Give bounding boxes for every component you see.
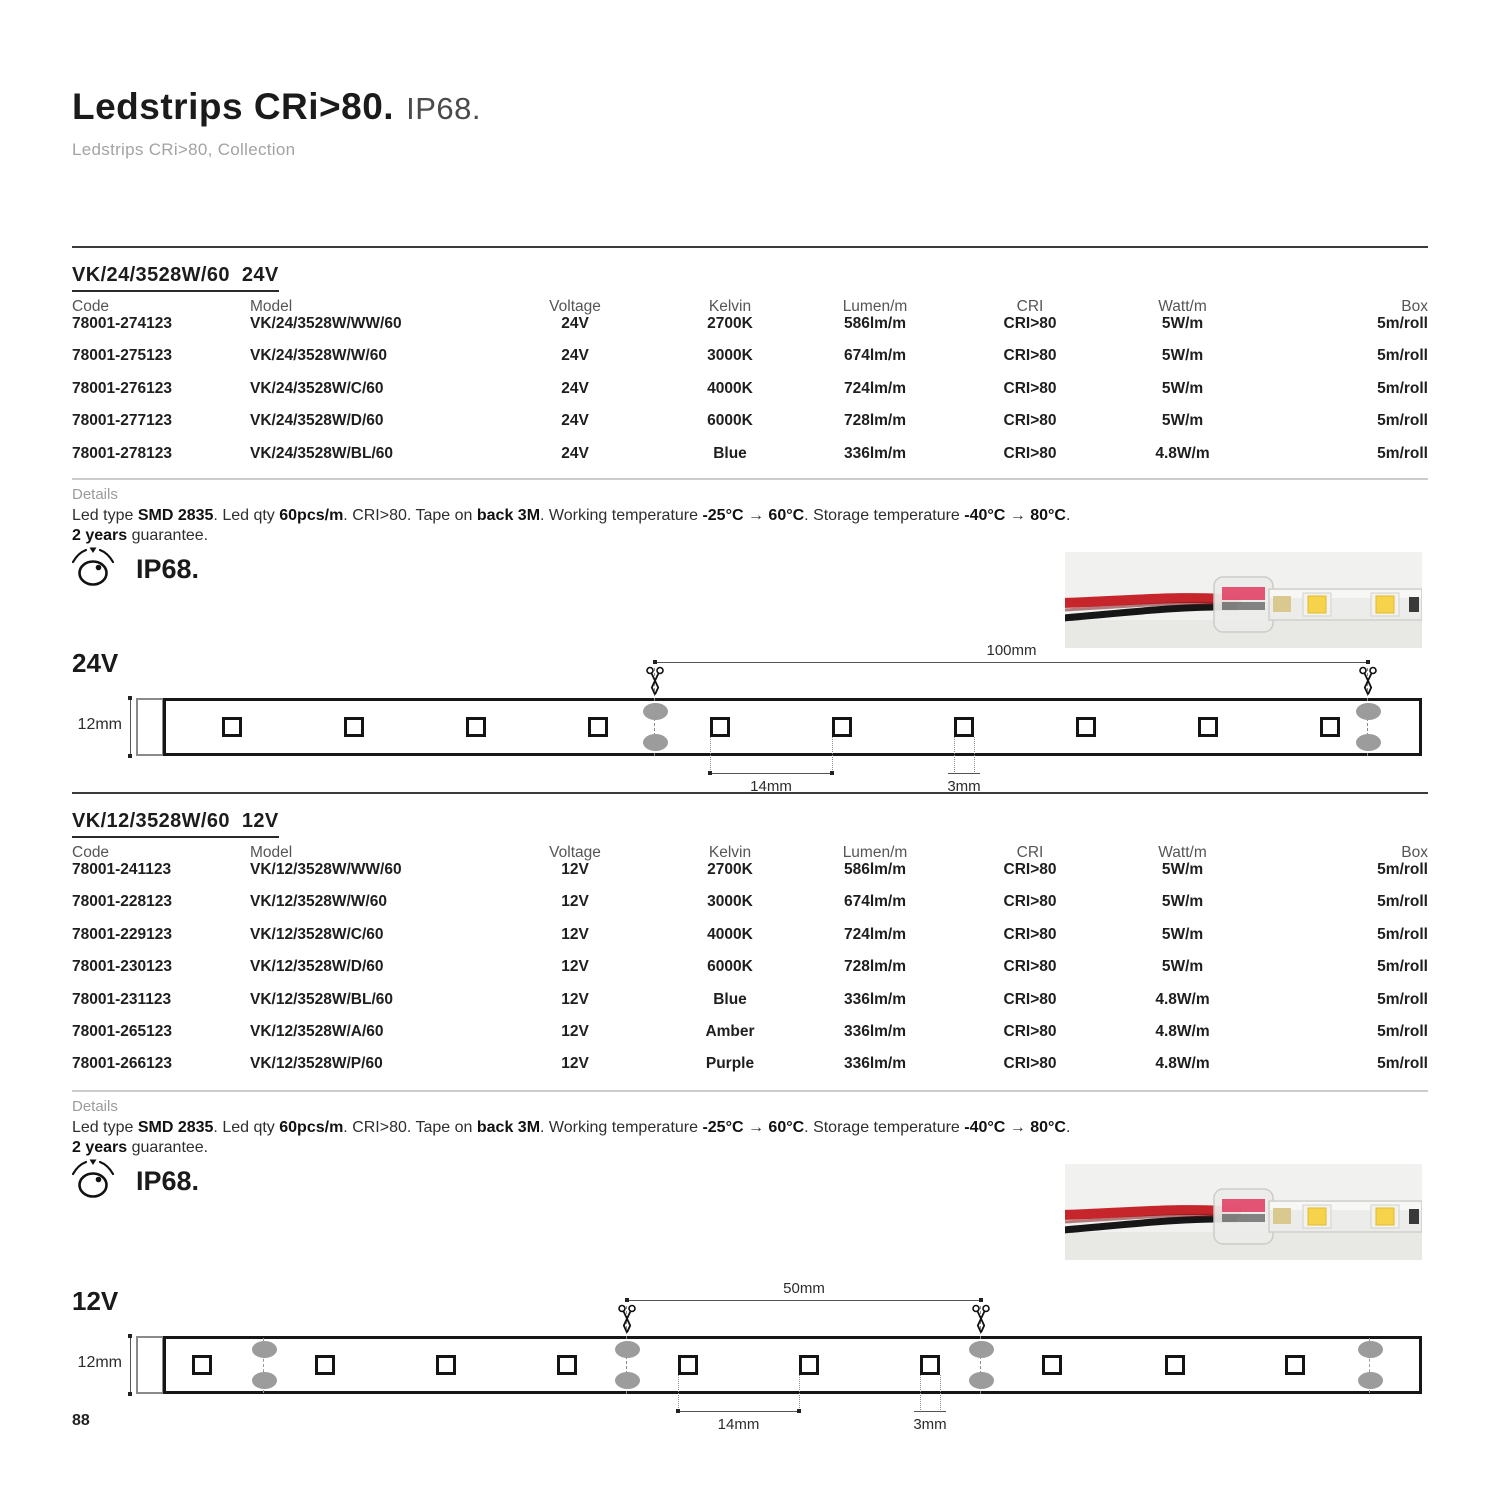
column-header: CRI	[1016, 844, 1044, 861]
table-cell: 5W/m	[1161, 379, 1204, 397]
table-cell: 5m/roll	[1377, 315, 1428, 332]
led-chip	[557, 1355, 577, 1375]
column-header: Lumen/m	[842, 298, 908, 315]
column-header: Model	[250, 844, 293, 861]
table-cell: 728lm/m	[843, 958, 907, 976]
product-section-12v	[0, 792, 1500, 1460]
table-cell: 336lm/m	[843, 990, 907, 1008]
column-header: Kelvin	[708, 298, 752, 315]
led-chip	[192, 1355, 212, 1375]
table-cell: 78001-229123	[72, 925, 172, 943]
details-text: . Working temperature	[540, 507, 703, 524]
scissors-icon	[970, 1304, 992, 1334]
column-header: CRI	[1016, 298, 1044, 315]
details-text: →	[1005, 1119, 1031, 1136]
table-cell: 4.8W/m	[1155, 1022, 1210, 1040]
table-cell: 5W/m	[1161, 347, 1204, 365]
table-title: VK/24/3528W/60 24V	[72, 264, 279, 292]
table-cell: 78001-228123	[72, 893, 172, 911]
table-cell: 4000K	[707, 925, 753, 943]
column-header: Model	[250, 298, 293, 315]
width-guide-line	[974, 737, 975, 774]
table-cell: 5m/roll	[1377, 347, 1428, 365]
details-line-1	[72, 1118, 1272, 1138]
column-header: Voltage	[549, 844, 601, 861]
table-cell: 4.8W/m	[1155, 1055, 1210, 1073]
table-cell: 24V	[561, 444, 589, 462]
led-strip-photo-art	[1065, 552, 1422, 648]
table-cell: 78001-276123	[72, 379, 172, 397]
details-text: .	[1065, 507, 1071, 524]
table-cell: 4000K	[707, 379, 753, 397]
waterproof-icon	[70, 546, 116, 593]
table-cell: 78001-231123	[72, 990, 172, 1008]
table-cell: 78001-241123	[72, 861, 172, 878]
cut-span-label: 50mm	[783, 1280, 825, 1297]
height-label: 12mm	[77, 1354, 122, 1371]
details-text: . Storage temperature	[804, 1119, 965, 1136]
details-text: guarantee.	[127, 527, 209, 544]
table-cell: 5W/m	[1161, 893, 1204, 911]
table-cell: 586lm/m	[843, 861, 907, 878]
table-cell: 78001-266123	[72, 1055, 172, 1073]
solder-pad	[643, 703, 668, 720]
table-row	[72, 347, 1428, 379]
table-cell: CRI>80	[1003, 315, 1057, 332]
pitch-label: 14mm	[717, 1416, 760, 1433]
table-cell: CRI>80	[1003, 412, 1057, 430]
table-row	[72, 1023, 1428, 1055]
details-text: . Led qty	[213, 1119, 280, 1136]
led-chip	[588, 717, 608, 737]
product-table	[72, 298, 1428, 477]
solder-pad	[615, 1341, 640, 1358]
product-section-24v	[0, 246, 1500, 795]
ip-rating-row	[70, 1158, 199, 1205]
height-dimension-line	[130, 1336, 131, 1394]
table-row	[72, 445, 1428, 477]
ip-rating-row	[70, 546, 199, 593]
solder-pad	[1358, 1372, 1383, 1389]
page-title	[72, 86, 481, 127]
table-cell: 5W/m	[1161, 861, 1204, 878]
column-header: Code	[72, 844, 110, 861]
table-cell: 78001-275123	[72, 347, 172, 365]
table-cell: 5W/m	[1161, 925, 1204, 943]
table-cell: 724lm/m	[843, 379, 907, 397]
led-chip	[344, 717, 364, 737]
scissors-icon	[616, 1304, 638, 1334]
solder-pad	[969, 1341, 994, 1358]
solder-pad	[1356, 734, 1381, 751]
height-dimension-line	[130, 698, 131, 756]
table-cell: CRI>80	[1003, 958, 1057, 976]
table-cell: VK/24/3528W/W/60	[250, 347, 387, 365]
column-header: Kelvin	[708, 844, 752, 861]
led-chip	[710, 717, 730, 737]
details-bold-text: SMD 2835	[137, 507, 214, 524]
details-bold-text: -25°C	[702, 507, 744, 524]
width-dimension-line	[948, 773, 980, 774]
details-bold-text: 60pcs/m	[279, 1119, 344, 1136]
led-chip	[1320, 717, 1340, 737]
table-cell: 5m/roll	[1377, 444, 1428, 462]
table-row	[72, 1055, 1428, 1087]
table-cell: Amber	[705, 1022, 755, 1040]
led-chip	[799, 1355, 819, 1375]
table-cell: 12V	[561, 990, 589, 1008]
cut-span-label: 100mm	[986, 642, 1037, 659]
table-cell: 4.8W/m	[1155, 444, 1210, 462]
solder-pad	[643, 734, 668, 751]
ip-rating-label: IP68.	[136, 1166, 200, 1196]
page-number: 88	[72, 1412, 90, 1429]
table-cell: 24V	[561, 347, 589, 365]
solder-pad	[252, 1341, 277, 1358]
pitch-guide-line	[799, 1375, 800, 1412]
table-cell: 12V	[561, 861, 589, 878]
details-bold-text: back 3M	[476, 1119, 541, 1136]
table-cell: 674lm/m	[843, 347, 907, 365]
table-cell: CRI>80	[1003, 347, 1057, 365]
table-row	[72, 991, 1428, 1023]
dimension-endpoint	[625, 1298, 629, 1302]
product-photo	[1065, 1164, 1422, 1260]
height-label: 12mm	[77, 716, 122, 733]
scissors-wrap	[1357, 666, 1379, 701]
table-cell: 12V	[561, 1055, 589, 1073]
details-bold-text: -40°C	[964, 1119, 1006, 1136]
table-row	[72, 893, 1428, 925]
details-line-2	[72, 526, 1272, 546]
section-divider	[72, 246, 1428, 248]
table-row	[72, 958, 1428, 990]
table-cell: 12V	[561, 958, 589, 976]
table-cell: Blue	[713, 444, 747, 462]
table-cell: VK/12/3528W/A/60	[250, 1022, 384, 1040]
led-chip	[466, 717, 486, 737]
scissors-wrap	[644, 666, 666, 701]
table-cell: 78001-230123	[72, 958, 172, 976]
table-cell: 24V	[561, 315, 589, 332]
table-cell: 336lm/m	[843, 1055, 907, 1073]
details-text: →	[743, 1119, 769, 1136]
table-cell: 2700K	[707, 861, 753, 878]
table-cell: CRI>80	[1003, 925, 1057, 943]
table-cell: 4.8W/m	[1155, 990, 1210, 1008]
led-chip	[1198, 717, 1218, 737]
solder-pad	[1358, 1341, 1383, 1358]
table-cell: 12V	[561, 1022, 589, 1040]
width-label: 3mm	[913, 1416, 947, 1433]
table-cell: 24V	[561, 412, 589, 430]
led-chip	[222, 717, 242, 737]
details-divider	[72, 1090, 1428, 1092]
details-text: . CRI>80. Tape on	[343, 507, 477, 524]
column-header: Box	[1401, 844, 1428, 861]
table-cell: VK/12/3528W/W/60	[250, 893, 387, 911]
solder-pad	[252, 1372, 277, 1389]
led-chip	[832, 717, 852, 737]
table-header-row	[72, 298, 1428, 315]
details-bold-text: -40°C	[964, 507, 1006, 524]
product-photo	[1065, 552, 1422, 648]
column-header: Watt/m	[1158, 844, 1207, 861]
dimension-endpoint	[676, 1409, 680, 1413]
scissors-icon	[1357, 666, 1379, 696]
column-header: Lumen/m	[842, 844, 908, 861]
table-cell: 728lm/m	[843, 412, 907, 430]
table-cell: 6000K	[707, 412, 753, 430]
table-row	[72, 315, 1428, 347]
table-header-row	[72, 844, 1428, 861]
details-text: →	[743, 507, 769, 524]
table-cell: CRI>80	[1003, 444, 1057, 462]
led-chip	[1042, 1355, 1062, 1375]
column-header: Watt/m	[1158, 298, 1207, 315]
table-cell: CRI>80	[1003, 893, 1057, 911]
dimension-endpoint	[128, 1392, 132, 1396]
dimension-endpoint	[128, 696, 132, 700]
details-bold-text: back 3M	[476, 507, 541, 524]
column-header: Code	[72, 298, 110, 315]
cut-span-dimension-line	[627, 1300, 981, 1301]
led-chip	[436, 1355, 456, 1375]
table-cell: Blue	[713, 990, 747, 1008]
details-bold-text: -25°C	[702, 1119, 744, 1136]
details-text: . Storage temperature	[804, 507, 965, 524]
table-cell: 5m/roll	[1377, 893, 1428, 911]
column-header: Box	[1401, 298, 1428, 315]
table-cell: 724lm/m	[843, 925, 907, 943]
table-cell: 78001-265123	[72, 1022, 172, 1040]
ip-rating-label: IP68.	[136, 554, 200, 584]
scissors-icon	[644, 666, 666, 696]
table-cell: VK/24/3528W/D/60	[250, 412, 384, 430]
dimension-endpoint	[128, 1334, 132, 1338]
table-cell: 3000K	[707, 893, 753, 911]
table-cell: 674lm/m	[843, 893, 907, 911]
page-subtitle: Ledstrips CRi>80, Collection	[72, 140, 296, 159]
dimension-endpoint	[128, 754, 132, 758]
product-table	[72, 844, 1428, 1088]
page-title-suffix: IP68.	[406, 91, 481, 126]
page-header	[72, 86, 481, 128]
pitch-label: 14mm	[750, 778, 792, 795]
table-cell: 2700K	[707, 315, 753, 332]
details-bold-text: 60pcs/m	[279, 507, 344, 524]
pitch-guide-line	[832, 737, 833, 774]
table-cell: 5m/roll	[1377, 1022, 1428, 1040]
width-dimension-line	[914, 1411, 946, 1412]
led-chip	[1285, 1355, 1305, 1375]
pitch-dimension-line	[678, 1411, 799, 1412]
details-text: . CRI>80. Tape on	[343, 1119, 477, 1136]
details-text: . Working temperature	[540, 1119, 703, 1136]
led-chip	[678, 1355, 698, 1375]
dimension-endpoint	[797, 1409, 801, 1413]
table-cell: 5m/roll	[1377, 861, 1428, 878]
width-guide-line	[954, 737, 955, 774]
strip-end-cap	[136, 1336, 164, 1394]
dimension-endpoint	[979, 1298, 983, 1302]
details-text: Led type	[72, 507, 138, 524]
table-cell: CRI>80	[1003, 990, 1057, 1008]
page-title-main: Ledstrips CRi>80.	[72, 86, 395, 127]
pitch-guide-line	[678, 1375, 679, 1412]
table-cell: VK/12/3528W/D/60	[250, 958, 384, 976]
led-strip-photo-art	[1065, 1164, 1422, 1260]
details-bold-text: 80°C	[1030, 1119, 1066, 1136]
table-cell: 5m/roll	[1377, 990, 1428, 1008]
pitch-guide-line	[710, 737, 711, 774]
details-bold-text: 60°C	[768, 507, 805, 524]
dimension-endpoint	[708, 771, 712, 775]
table-cell: 78001-274123	[72, 315, 172, 332]
solder-pad	[1356, 703, 1381, 720]
table-cell: 5W/m	[1161, 412, 1204, 430]
details-line-2	[72, 1138, 1272, 1158]
details-line-1	[72, 506, 1272, 526]
table-cell: 336lm/m	[843, 444, 907, 462]
table-cell: 5W/m	[1161, 315, 1204, 332]
scissors-wrap	[616, 1304, 638, 1339]
details-bold-text: 60°C	[768, 1119, 805, 1136]
column-header: Voltage	[549, 298, 601, 315]
table-cell: VK/24/3528W/WW/60	[250, 315, 402, 332]
details-text: .	[1065, 1119, 1071, 1136]
details-text: Led type	[72, 1119, 138, 1136]
dimension-endpoint	[653, 660, 657, 664]
solder-pad	[969, 1372, 994, 1389]
width-guide-line	[940, 1375, 941, 1412]
pitch-dimension-line	[710, 773, 832, 774]
table-cell: 3000K	[707, 347, 753, 365]
table-cell: 586lm/m	[843, 315, 907, 332]
table-row	[72, 412, 1428, 444]
table-cell: VK/12/3528W/C/60	[250, 925, 384, 943]
details-block	[72, 1098, 1272, 1158]
table-cell: 5m/roll	[1377, 412, 1428, 430]
table-cell: VK/24/3528W/BL/60	[250, 444, 394, 462]
width-label: 3mm	[947, 778, 981, 795]
led-chip	[1165, 1355, 1185, 1375]
details-label: Details	[72, 1098, 118, 1115]
table-cell: CRI>80	[1003, 1022, 1057, 1040]
section-divider	[72, 792, 1428, 794]
strip-diagram	[0, 642, 1500, 802]
strip-end-cap	[136, 698, 164, 756]
table-cell: VK/12/3528W/WW/60	[250, 861, 402, 878]
table-cell: 336lm/m	[843, 1022, 907, 1040]
details-text: . Led qty	[213, 507, 280, 524]
table-cell: CRI>80	[1003, 861, 1057, 878]
table-cell: 6000K	[707, 958, 753, 976]
table-cell: 5m/roll	[1377, 925, 1428, 943]
led-chip	[954, 717, 974, 737]
led-chip	[920, 1355, 940, 1375]
dimension-endpoint	[830, 771, 834, 775]
table-cell: VK/12/3528W/BL/60	[250, 990, 394, 1008]
table-row	[72, 926, 1428, 958]
details-bold-text: 80°C	[1030, 507, 1066, 524]
details-text: →	[1005, 507, 1031, 524]
led-chip	[315, 1355, 335, 1375]
waterproof-icon	[70, 1158, 116, 1205]
diagram-voltage-label: 12V	[72, 1286, 119, 1316]
details-text: guarantee.	[127, 1139, 209, 1156]
table-row	[72, 861, 1428, 893]
table-cell: VK/24/3528W/C/60	[250, 379, 384, 397]
table-cell: CRI>80	[1003, 379, 1057, 397]
table-cell: 5W/m	[1161, 958, 1204, 976]
width-guide-line	[920, 1375, 921, 1412]
details-bold-text: 2 years	[72, 527, 128, 544]
table-cell: VK/12/3528W/P/60	[250, 1055, 383, 1073]
details-bold-text: SMD 2835	[137, 1119, 214, 1136]
table-cell: 5m/roll	[1377, 1055, 1428, 1073]
scissors-wrap	[970, 1304, 992, 1339]
led-strip-body	[163, 1336, 1422, 1394]
details-block	[72, 486, 1272, 546]
dimension-endpoint	[1366, 660, 1370, 664]
table-row	[72, 380, 1428, 412]
table-cell: 5m/roll	[1377, 958, 1428, 976]
table-cell: 12V	[561, 925, 589, 943]
table-cell: Purple	[705, 1055, 755, 1073]
table-cell: 24V	[561, 379, 589, 397]
table-cell: 5m/roll	[1377, 379, 1428, 397]
diagram-voltage-label: 24V	[72, 648, 119, 678]
cut-span-dimension-line	[655, 662, 1368, 663]
details-label: Details	[72, 486, 118, 503]
details-divider	[72, 478, 1428, 480]
table-cell: 78001-277123	[72, 412, 172, 430]
led-chip	[1076, 717, 1096, 737]
table-cell: 78001-278123	[72, 444, 172, 462]
details-bold-text: 2 years	[72, 1139, 128, 1156]
table-cell: CRI>80	[1003, 1055, 1057, 1073]
table-title: VK/12/3528W/60 12V	[72, 810, 279, 838]
solder-pad	[615, 1372, 640, 1389]
table-cell: 12V	[561, 893, 589, 911]
strip-diagram	[0, 1280, 1500, 1440]
